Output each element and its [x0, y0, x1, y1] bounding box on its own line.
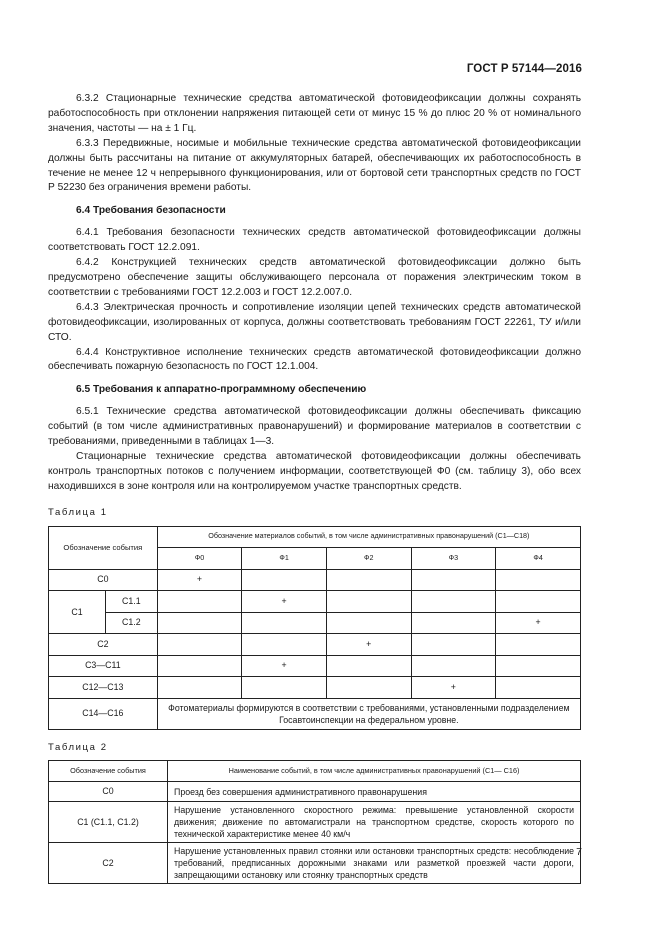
table-row	[49, 634, 581, 656]
paragraph-6-5-extra: Стационарные технические средства автоматической фотовидеофиксации должны обеспечивать контроль транспортных потоков с получением информации, соответствующей Ф0 (см. таблицу 3), обо всех находившихся в зоне контроля или на контролируемом участке транспортных средств.	[48, 450, 581, 492]
table1-note-cell: Фотоматериалы формируются в соответствии с требованиями, установленными подразделением Госавтоинспекции на федеральном уровне.	[157, 698, 580, 729]
table1-col-f2: Ф2	[326, 548, 411, 570]
table1-event-cell: С0	[49, 569, 158, 591]
table1-mark	[242, 569, 327, 591]
table2-code-cell: С2	[49, 843, 168, 884]
table2-desc-cell: Нарушение установленных правил стоянки или остановки транспортных средств: несоблюдение требований, предписанных дорожными знаками или разметкой проезжей части дороги, запрещающими остановку или стоянку транспортных средств	[168, 843, 581, 884]
table1-mark	[157, 634, 242, 656]
table1-mark: +	[411, 677, 496, 699]
table1-col-f3: Ф3	[411, 548, 496, 570]
table1-mark	[157, 591, 242, 613]
table1-mark	[496, 569, 581, 591]
table-row	[49, 569, 581, 591]
table2-caption: Таблица 2	[48, 741, 108, 753]
table2-code-cell: С1 (С1.1, С1.2)	[49, 802, 168, 843]
document-id-header: ГОСТ Р 57144—2016	[466, 63, 582, 75]
paragraph-6-4-3: 6.4.3 Электрическая прочность и сопротивление изоляции цепей технических средств автоматической фотовидеофиксации, изолированных от корпуса, должны соответствовать требованиям ГОСТ 22261, ТУ и/или СТО.	[48, 301, 581, 343]
table2-desc-cell: Нарушение установленного скоростного режима: превышение установленной скорости движения; движение по автомагистрали на транспортном средстве, скорость которого по технической характеристике менее 40 км/ч	[168, 802, 581, 843]
table2-code-cell: С0	[49, 782, 168, 802]
table1-mark	[157, 655, 242, 677]
table-row	[49, 698, 581, 729]
table1-caption: Таблица 1	[48, 506, 108, 518]
table1-mark	[242, 677, 327, 699]
table-row	[49, 782, 581, 802]
table1-mark	[411, 612, 496, 634]
table1-mark	[326, 591, 411, 613]
table1-mark	[496, 634, 581, 656]
table1-event-cell: С3—С11	[49, 655, 158, 677]
table1-col-f0: Ф0	[157, 548, 242, 570]
table1-group-header: Обозначение материалов событий, в том числе административных правонарушений (С1—С18)	[157, 526, 580, 548]
paragraph-6-3-2: 6.3.2 Стационарные технические средства автоматической фотовидеофиксации должны сохранять работоспособность при отклонении напряжения питающей сети от минус 15 % до плюс 20 % от номинального значения, частоты — на ± 1 Гц.	[48, 93, 581, 134]
table-row	[49, 655, 581, 677]
table1-event-cell: С2	[49, 634, 158, 656]
table2-col-name-header: Наименование событий, в том числе административных правонарушений (С1— С16)	[168, 761, 581, 782]
table1-mark: +	[496, 612, 581, 634]
table1-mark	[242, 612, 327, 634]
table1-mark	[411, 591, 496, 613]
table1-mark	[326, 612, 411, 634]
table1-mark: +	[157, 569, 242, 591]
paragraph-6-5-1: 6.5.1 Технические средства автоматической фотовидеофиксации должны обеспечивать фиксацию событий (в том числе административных правонарушений) и формирование материалов в соответствии с требованиями, приведенными в таблицах 1—3.	[48, 406, 581, 448]
table1-mark	[157, 677, 242, 699]
table1-mark: +	[242, 591, 327, 613]
paragraph-6-4-1: 6.4.1 Требования безопасности технических средств автоматической фотовидеофиксации должны соответствовать ГОСТ 12.2.091.	[48, 227, 581, 254]
table1-mark: +	[242, 655, 327, 677]
table1-mark	[157, 612, 242, 634]
table1-mark	[496, 677, 581, 699]
paragraph-6-4-4: 6.4.4 Конструктивное исполнение технических средств автоматической фотовидеофиксации должно обеспечивать пожарную безопасность по ГОСТ 12.1.004.	[48, 346, 581, 373]
table1-corner-header: Обозначение события	[49, 526, 158, 569]
document-body	[48, 92, 581, 884]
table-2	[48, 760, 581, 884]
table1-col-f4: Ф4	[496, 548, 581, 570]
table-row	[49, 802, 581, 843]
page-number: 7	[576, 846, 582, 858]
table1-mark	[411, 569, 496, 591]
table1-mark	[496, 591, 581, 613]
table-1	[48, 526, 581, 730]
table1-col-f1: Ф1	[242, 548, 327, 570]
table2-desc-cell: Проезд без совершения административного правонарушения	[168, 782, 581, 802]
table2-col-code-header: Обозначение события	[49, 761, 168, 782]
table1-subevent-cell: С1.2	[106, 612, 158, 634]
table1-mark	[326, 655, 411, 677]
table-row	[49, 612, 581, 634]
table1-event-cell: С12—С13	[49, 677, 158, 699]
table-row	[49, 677, 581, 699]
paragraph-6-3-3: 6.3.3 Передвижные, носимые и мобильные технические средства автоматической фотовидеофиксации должны быть рассчитаны на питание от аккумуляторных батарей, обеспечивающих их работоспособность в течение не менее 12 ч непрерывного функционирования, или от бортовой сети транспортных средств по ГОСТ Р 52230 без ограничения времени работы.	[48, 137, 581, 194]
table1-mark	[326, 677, 411, 699]
table1-event-cell: С14—С16	[49, 698, 158, 729]
table1-mark	[496, 655, 581, 677]
section-heading-6-4: 6.4 Требования безопасности	[76, 205, 226, 217]
section-heading-6-5: 6.5 Требования к аппаратно-программному обеспечению	[76, 384, 367, 396]
table1-mark: +	[326, 634, 411, 656]
table1-mark	[242, 634, 327, 656]
table-row	[49, 843, 581, 884]
table1-event-cell: С1	[49, 591, 106, 634]
paragraph-6-4-2: 6.4.2 Конструкцией технических средств автоматической фотовидеофиксации должно быть предусмотрено обеспечение защиты обслуживающего персонала от поражения электрическим током в соответствии с требованиями ГОСТ 12.2.003 и ГОСТ 12.2.007.0.	[48, 257, 581, 298]
table1-mark	[411, 655, 496, 677]
table1-mark	[326, 569, 411, 591]
table-row	[49, 591, 581, 613]
table1-subevent-cell: С1.1	[106, 591, 158, 613]
table1-mark	[411, 634, 496, 656]
